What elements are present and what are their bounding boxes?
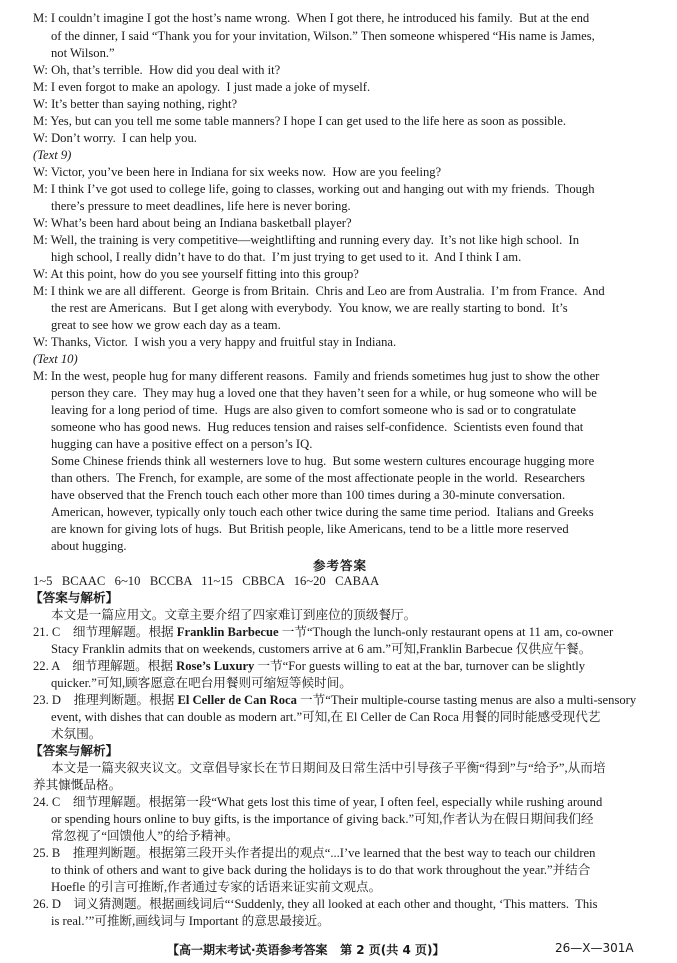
- answer-explanation-line: 24. C 细节理解题。根据第一段“What gets lost this time of year, I often feel, especially while rushing around: [33, 795, 603, 809]
- answer-explanation-line: Hoefle 的引言可推断,作者通过专家的话语来证实前文观点。: [51, 880, 382, 894]
- answer-explanation-line: 22. A 细节理解题。根据 Rose’s Luxury 一节“For guests willing to eat at the bar, turnover can be slightly: [33, 659, 586, 673]
- transcript-line: M: I even forgot to make an apology. I just made a joke of myself.: [33, 80, 371, 94]
- answer-explanation-line: 25. B 推理判断题。根据第三段开头作者提出的观点“...I’ve learned that the best way to teach our children: [33, 846, 596, 860]
- passage-summary: 养其慷慨品格。: [33, 778, 122, 792]
- answer-explanation-line: 常忽视了“回馈他人”的给予精神。: [51, 829, 239, 843]
- transcript-line: than others. The French, for example, are some of the most affectionate people in the world. Researchers: [51, 471, 585, 485]
- transcript-line: leaving for a long period of time. Hugs are also given to comfort someone who is sad or to congratulate: [51, 403, 576, 417]
- answer-explanation-line: 21. C 细节理解题。根据 Franklin Barbecue 一节“Though the lunch-only restaurant opens at 11 am, co-owner: [33, 625, 614, 639]
- transcript-line: W: What’s been hard about being an Indiana basketball player?: [33, 216, 352, 230]
- transcript-line: W: Victor, you’ve been here in Indiana for six weeks now. How are you feeling?: [33, 165, 442, 179]
- passage-summary: 本文是一篇应用文。文章主要介绍了四家难订到座位的顶级餐厅。: [51, 608, 417, 622]
- footer-code: 26—X—301A: [555, 941, 634, 955]
- transcript-line: great to see how we grow each day as a team.: [51, 318, 281, 332]
- answer-explanation-line: is real.’”可推断,画线词与 Important 的意思最接近。: [51, 914, 330, 928]
- answer-explanation-line: 26. D 词义猜测题。根据画线词后“‘Suddenly, they all looked at each other and thought, ‘This matters. This: [33, 897, 598, 911]
- transcript-line: M: I couldn’t imagine I got the host’s name wrong. When I got there, he introduced his family. But at the end: [33, 11, 590, 25]
- answer-explanation-line: to think of others and want to give back during the holidays is to do that work throughout the year.”并结合: [51, 863, 591, 877]
- transcript-line: M: I think we are all different. George is from Britain. Chris and Leo are from Australia. I’m from France. And: [33, 284, 605, 298]
- answers-heading: 参考答案: [313, 558, 368, 573]
- answer-explanation-line: 术氛围。: [51, 727, 102, 741]
- transcript-line: the rest are Americans. But I get along with everybody. You know, we are really starting to bond. It’s: [51, 301, 568, 315]
- transcript-line: W: Oh, that’s terrible. How did you deal with it?: [33, 63, 281, 77]
- answer-explanation-line: 23. D 推理判断题。根据 El Celler de Can Roca 一节“Their multiple-course tasting menus are also a multi-sensory: [33, 693, 637, 707]
- transcript-line: M: Yes, but can you tell me some table manners? I hope I can get used to the life here as soon as possible.: [33, 114, 567, 128]
- transcript-line: not Wilson.”: [51, 46, 115, 60]
- transcript-line: M: In the west, people hug for many different reasons. Family and friends sometimes hug just to show the other: [33, 369, 600, 383]
- transcript-line: W: It’s better than saying nothing, right?: [33, 97, 238, 111]
- answer-explanation-line: or spending hours online to buy gifts, is the importance of giving back.”可知,作者认为在假日期间我们经: [51, 812, 594, 826]
- answer-explanation-line: quicker.”可知,顾客愿意在吧台用餐则可缩短等候时间。: [51, 676, 352, 690]
- transcript-line: of the dinner, I said “Thank you for your invitation, Wilson.” Then someone whispered “His name is James,: [51, 29, 595, 43]
- transcript-line: M: I think I’ve got used to college life, going to classes, working out and hanging out with my friends. Though: [33, 182, 595, 196]
- transcript-line: American, however, typically only touch each other twice during the same time period. Italians and Greeks: [51, 505, 594, 519]
- transcript-line: there’s pressure to meet deadlines, life here is never boring.: [51, 199, 351, 213]
- transcript-line: Some Chinese friends think all westerners love to hug. But some western cultures encourage hugging more: [51, 454, 595, 468]
- text9-label: (Text 9): [33, 148, 72, 162]
- transcript-line: W: Thanks, Victor. I wish you a very happy and fruitful stay in Indiana.: [33, 335, 397, 349]
- transcript-line: high school, I really didn’t have to do that. I’m just trying to get used to it. And I think I am.: [51, 250, 522, 264]
- passage-summary: 本文是一篇夹叙夹议文。文章倡导家长在节日期间及日常生活中引导孩子平衡“得到”与“给予”,从而培: [51, 761, 606, 775]
- answer-explanation-line: Stacy Franklin admits that on weekends, customers arrive at 6 am.”可知,Franklin Barbecue 仅供应午餐。: [51, 642, 592, 656]
- transcript-line: hugging can have a positive effect on a person’s IQ.: [51, 437, 313, 451]
- transcript-line: someone who has good news. Hug reduces tension and raises self-confidence. Scientists even found that: [51, 420, 584, 434]
- transcript-line: person they care. They may hug a loved one that they haven’t seen for a while, or hug someone who will be: [51, 386, 597, 400]
- text10-label: (Text 10): [33, 352, 78, 366]
- transcript-line: M: Well, the training is very competitive—weightlifting and running every day. It’s not like high school. In: [33, 233, 580, 247]
- footer-title: 【高一期末考试·英语参考答案 第 2 页(共 4 页)】: [167, 943, 445, 957]
- transcript-line: about hugging.: [51, 539, 127, 553]
- section-label: 【答案与解析】: [30, 744, 119, 758]
- answer-key-line: 1~5 BCAAC 6~10 BCCBA 11~15 CBBCA 16~20 CABAA: [33, 574, 380, 588]
- answer-explanation-line: event, with dishes that can double as modern art.”可知,在 El Celler de Can Roca 用餐的同时能感受现代艺: [51, 710, 601, 724]
- transcript-line: have observed that the French touch each other more than 100 times during a 30-minute conversation.: [51, 488, 566, 502]
- transcript-line: are known for giving lots of hugs. But British people, like Americans, tend to be a little more reserved: [51, 522, 569, 536]
- section-label: 【答案与解析】: [30, 591, 119, 605]
- transcript-line: W: At this point, how do you see yourself fitting into this group?: [33, 267, 359, 281]
- transcript-line: W: Don’t worry. I can help you.: [33, 131, 197, 145]
